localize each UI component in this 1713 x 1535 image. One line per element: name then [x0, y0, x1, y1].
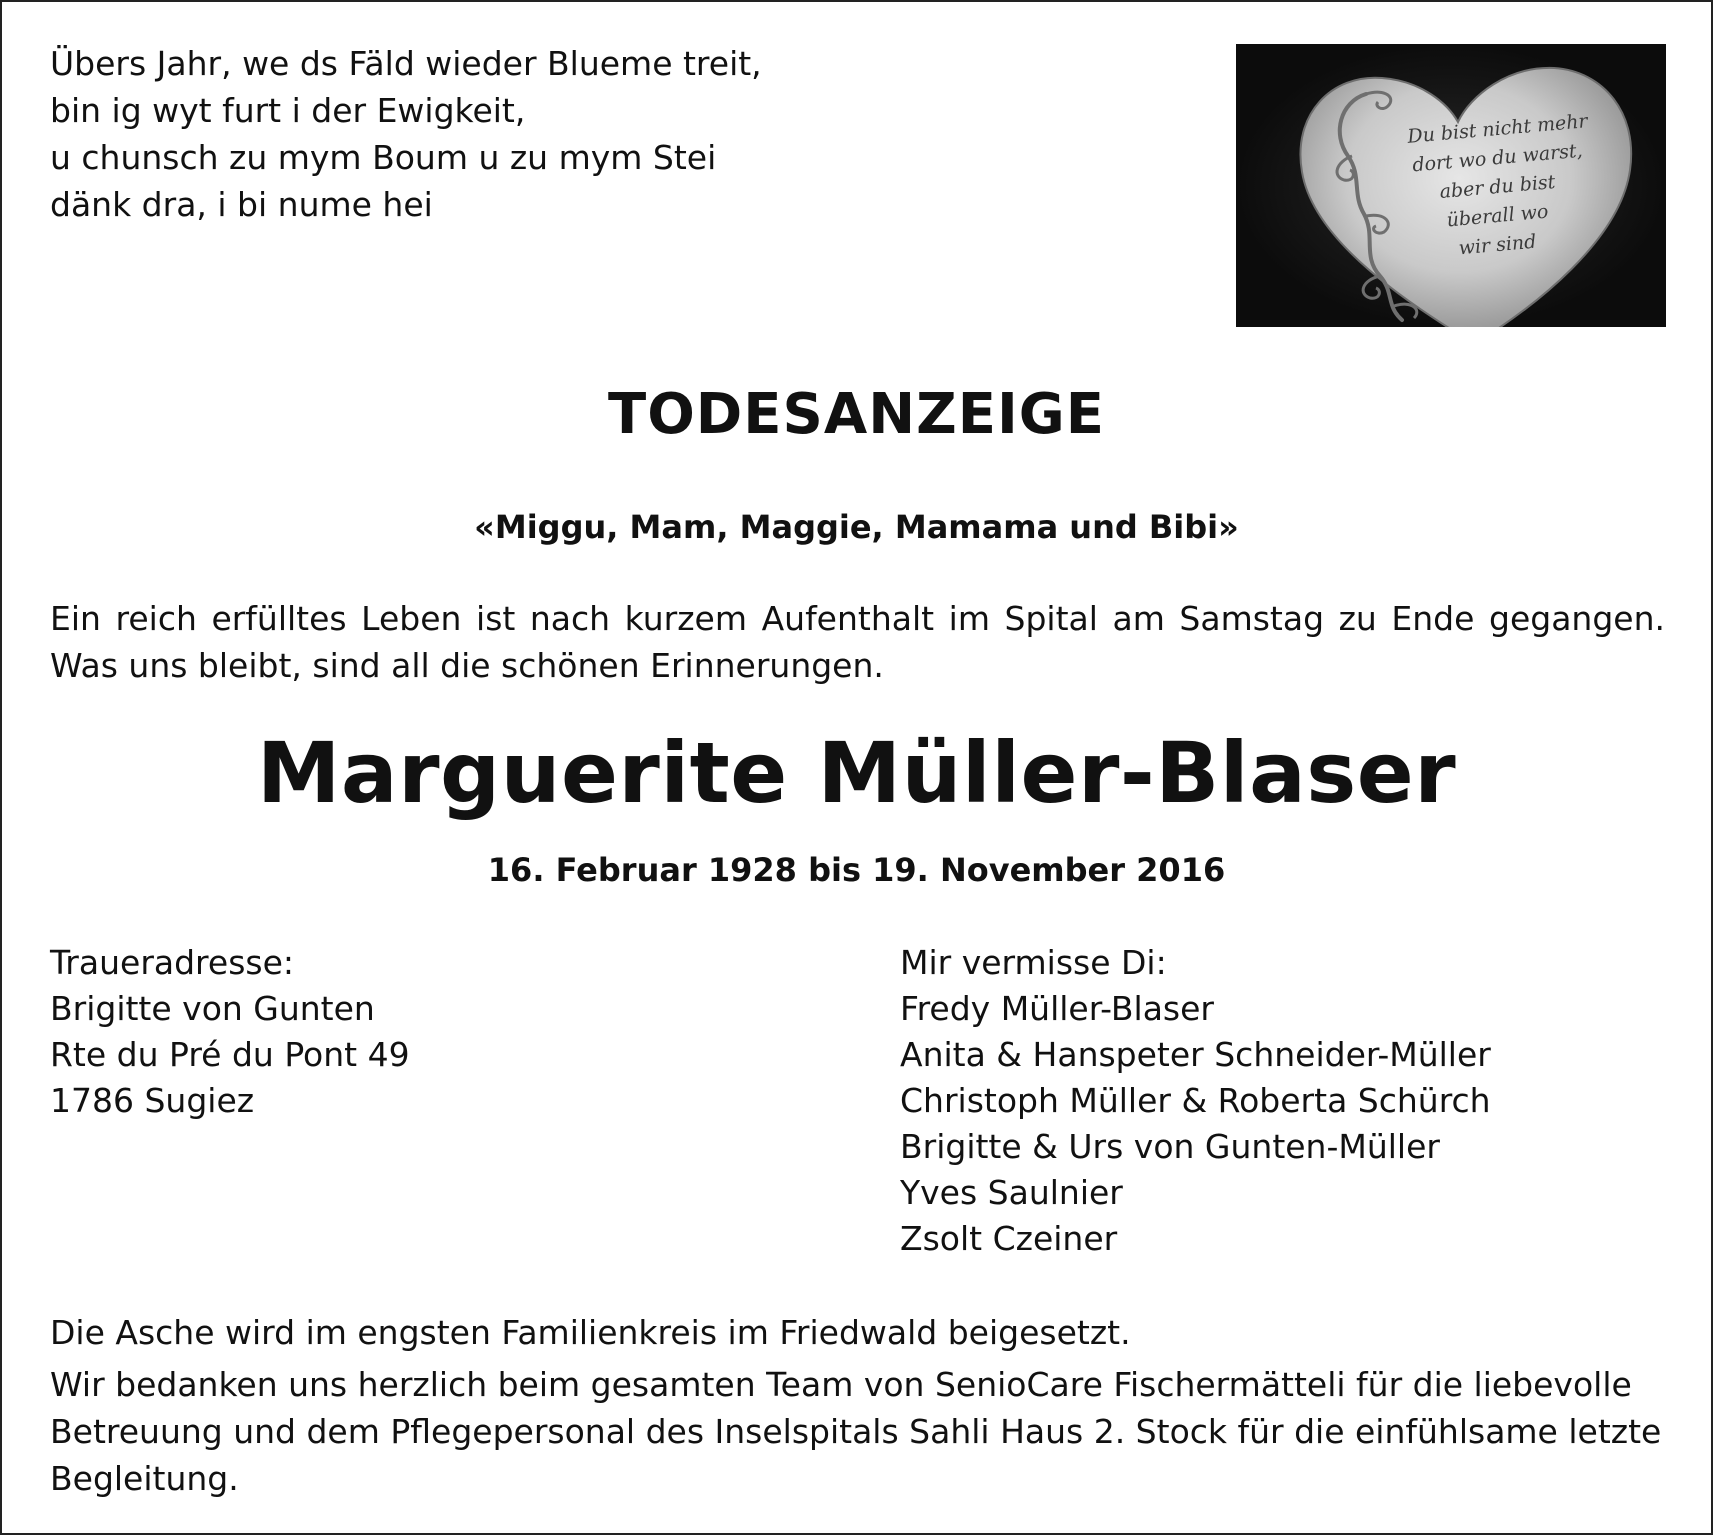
svg-text:wir sind: wir sind [1457, 230, 1538, 260]
address-line: Brigitte von Gunten [50, 989, 375, 1028]
mourner-name: Brigitte & Urs von Gunten-Müller [900, 1127, 1440, 1166]
burial-note: Die Asche wird im engsten Familienkreis im Friedwald beigesetzt. [50, 1313, 1131, 1352]
mourner-name: Christoph Müller & Roberta Schürch [900, 1081, 1491, 1120]
notice-title: TODESANZEIGE [608, 382, 1105, 447]
poem-line: dänk dra, i bi nume hei [50, 185, 433, 224]
heart-stone-photo [1236, 44, 1666, 327]
life-dates: 16. Februar 1928 bis 19. November 2016 [487, 851, 1226, 889]
address-heading: Traueradresse: [50, 943, 295, 982]
nicknames: «Miggu, Mam, Maggie, Mamama und Bibi» [474, 508, 1239, 546]
mourner-name: Yves Saulnier [900, 1173, 1123, 1212]
poem-line: bin ig wyt furt i der Ewigkeit, [50, 91, 526, 130]
mourners-list [900, 940, 1680, 1262]
mourner-name: Fredy Müller-Blaser [900, 989, 1214, 1028]
svg-text:dort wo du warst,: dort wo du warst, [1411, 139, 1584, 177]
thanks-note: Wir bedanken uns herzlich beim gesamten Team von SenioCare Fischermätteli für die liebevolle Betreuung und dem Pflegepersonal des Inselspitals Sahli Haus 2. Stock für die einfühlsame letzte Begleitung. [50, 1365, 1662, 1498]
intro-text: Ein reich erfülltes Leben ist nach kurzem Aufenthalt im Spital am Samstag zu Ende gegangen. Was uns bleibt, sind all die schönen Erinnerungen. [50, 599, 1665, 685]
mourner-name: Anita & Hanspeter Schneider-Müller [900, 1035, 1491, 1074]
svg-text:überall wo: überall wo [1445, 200, 1550, 232]
address-line: 1786 Sugiez [50, 1081, 255, 1120]
address-line: Rte du Pré du Pont 49 [50, 1035, 410, 1074]
mourners-heading: Mir vermisse Di: [900, 943, 1167, 982]
closing-text [50, 1309, 1665, 1502]
poem-line: Übers Jahr, we ds Fäld wieder Blueme treit, [50, 44, 762, 83]
mourner-name: Zsolt Czeiner [900, 1219, 1118, 1258]
svg-text:Du bist nicht mehr: Du bist nicht mehr [1406, 110, 1589, 148]
poem-line: u chunsch zu mym Boum u zu mym Stei [50, 138, 717, 177]
svg-text:aber du bist: aber du bist [1438, 171, 1557, 204]
poem [50, 40, 1150, 228]
mourning-address [50, 940, 810, 1124]
heart-stone-image [1236, 44, 1666, 327]
deceased-name: Marguerite Müller-Blaser [256, 724, 1457, 822]
